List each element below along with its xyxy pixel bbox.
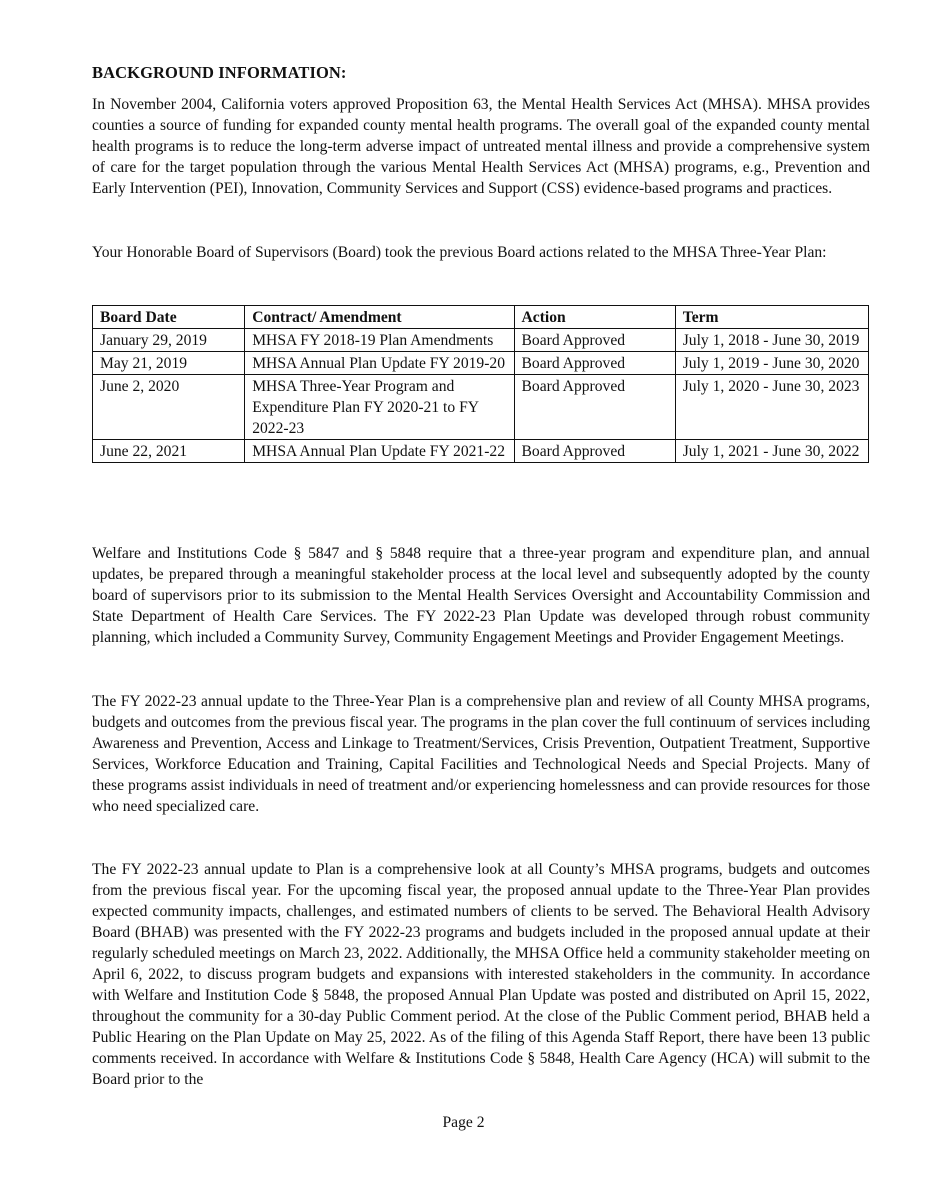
- paragraph-board-actions-intro: Your Honorable Board of Supervisors (Board) took the previous Board actions related to the MHSA Three-Year Plan:: [92, 244, 827, 261]
- table-row: [93, 329, 869, 352]
- paragraph-annual-update-programs: The FY 2022-23 annual update to the Three-Year Plan is a comprehensive plan and review of all County MHSA programs, budgets and outcomes from the previous fiscal year. The programs in the plan cover the full continuum of services including Awareness and Prevention, Access and Linkage to Treatment/Services, Crisis Prevention, Outpatient Treatment, Supportive Services, Workforce Education and Training, Capital Facilities and Technological Needs and Special Projects. Many of these programs assist individuals in need of treatment and/or experiencing homelessness and can provide resources for those who need specialized care.: [92, 693, 870, 815]
- cell-action: Board Approved: [514, 329, 675, 352]
- page-number: Page 2: [442, 1114, 485, 1131]
- cell-contract-amendment: MHSA Annual Plan Update FY 2021-22: [245, 440, 514, 463]
- cell-term: July 1, 2018 - June 30, 2019: [675, 329, 868, 352]
- cell-contract-amendment: MHSA Three-Year Program and Expenditure Plan FY 2020-21 to FY 2022-23: [245, 375, 514, 440]
- cell-term: July 1, 2020 - June 30, 2023: [675, 375, 868, 440]
- column-header-contract-amendment: Contract/ Amendment: [245, 306, 514, 329]
- table-row: [93, 352, 869, 375]
- section-heading: BACKGROUND INFORMATION:: [92, 63, 347, 82]
- cell-action: Board Approved: [514, 375, 675, 440]
- board-actions-table: [92, 305, 869, 463]
- cell-board-date: June 22, 2021: [93, 440, 245, 463]
- paragraph-mhsa-overview: In November 2004, California voters approved Proposition 63, the Mental Health Services Act (MHSA). MHSA provides counties a source of funding for expanded county mental health programs. The overall goal of the expanded county mental health programs is to reduce the long-term adverse impact of untreated mental illness and provide a comprehensive system of care for the target population through the various Mental Health Services Act (MHSA) programs, e.g., Prevention and Early Intervention (PEI), Innovation, Community Services and Support (CSS) evidence-based programs and practices.: [92, 96, 870, 197]
- cell-term: July 1, 2021 - June 30, 2022: [675, 440, 868, 463]
- cell-contract-amendment: MHSA FY 2018-19 Plan Amendments: [245, 329, 514, 352]
- column-header-term: Term: [675, 306, 868, 329]
- cell-action: Board Approved: [514, 352, 675, 375]
- table-row: [93, 375, 869, 440]
- table-row: [93, 440, 869, 463]
- cell-term: July 1, 2019 - June 30, 2020: [675, 352, 868, 375]
- table-header-row: [93, 306, 869, 329]
- cell-board-date: January 29, 2019: [93, 329, 245, 352]
- paragraph-annual-update-process: The FY 2022-23 annual update to Plan is a comprehensive look at all County’s MHSA programs, budgets and outcomes from the previous fiscal year. For the upcoming fiscal year, the proposed annual update to the Three-Year Plan provides expected community impacts, challenges, and estimated numbers of clients to be served. The Behavioral Health Advisory Board (BHAB) was presented with the FY 2022-23 programs and budgets included in the proposed annual update at their regularly scheduled meetings on March 23, 2022. Additionally, the MHSA Office held a community stakeholder meeting on April 6, 2022, to discuss program budgets and expansions with interested stakeholders in the community. In accordance with Welfare and Institution Code § 5848, the proposed Annual Plan Update was posted and distributed on April 15, 2022, throughout the community for a 30-day Public Comment period. At the close of the Public Comment period, BHAB held a Public Hearing on the Plan Update on May 25, 2022. As of the filing of this Agenda Staff Report, there have been 13 public comments received. In accordance with Welfare & Institutions Code § 5848, Health Care Agency (HCA) will submit to the Board prior to the: [92, 861, 870, 1088]
- column-header-action: Action: [514, 306, 675, 329]
- cell-board-date: May 21, 2019: [93, 352, 245, 375]
- paragraph-welfare-code: Welfare and Institutions Code § 5847 and § 5848 require that a three-year program and expenditure plan, and annual updates, be prepared through a meaningful stakeholder process at the local level and subsequently adopted by the county board of supervisors prior to its submission to the Mental Health Services Oversight and Accountability Commission and State Department of Health Care Services. The FY 2022-23 Plan Update was developed through robust community planning, which included a Community Survey, Community Engagement Meetings and Provider Engagement Meetings.: [92, 545, 870, 646]
- cell-board-date: June 2, 2020: [93, 375, 245, 440]
- cell-action: Board Approved: [514, 440, 675, 463]
- cell-contract-amendment: MHSA Annual Plan Update FY 2019-20: [245, 352, 514, 375]
- column-header-board-date: Board Date: [93, 306, 245, 329]
